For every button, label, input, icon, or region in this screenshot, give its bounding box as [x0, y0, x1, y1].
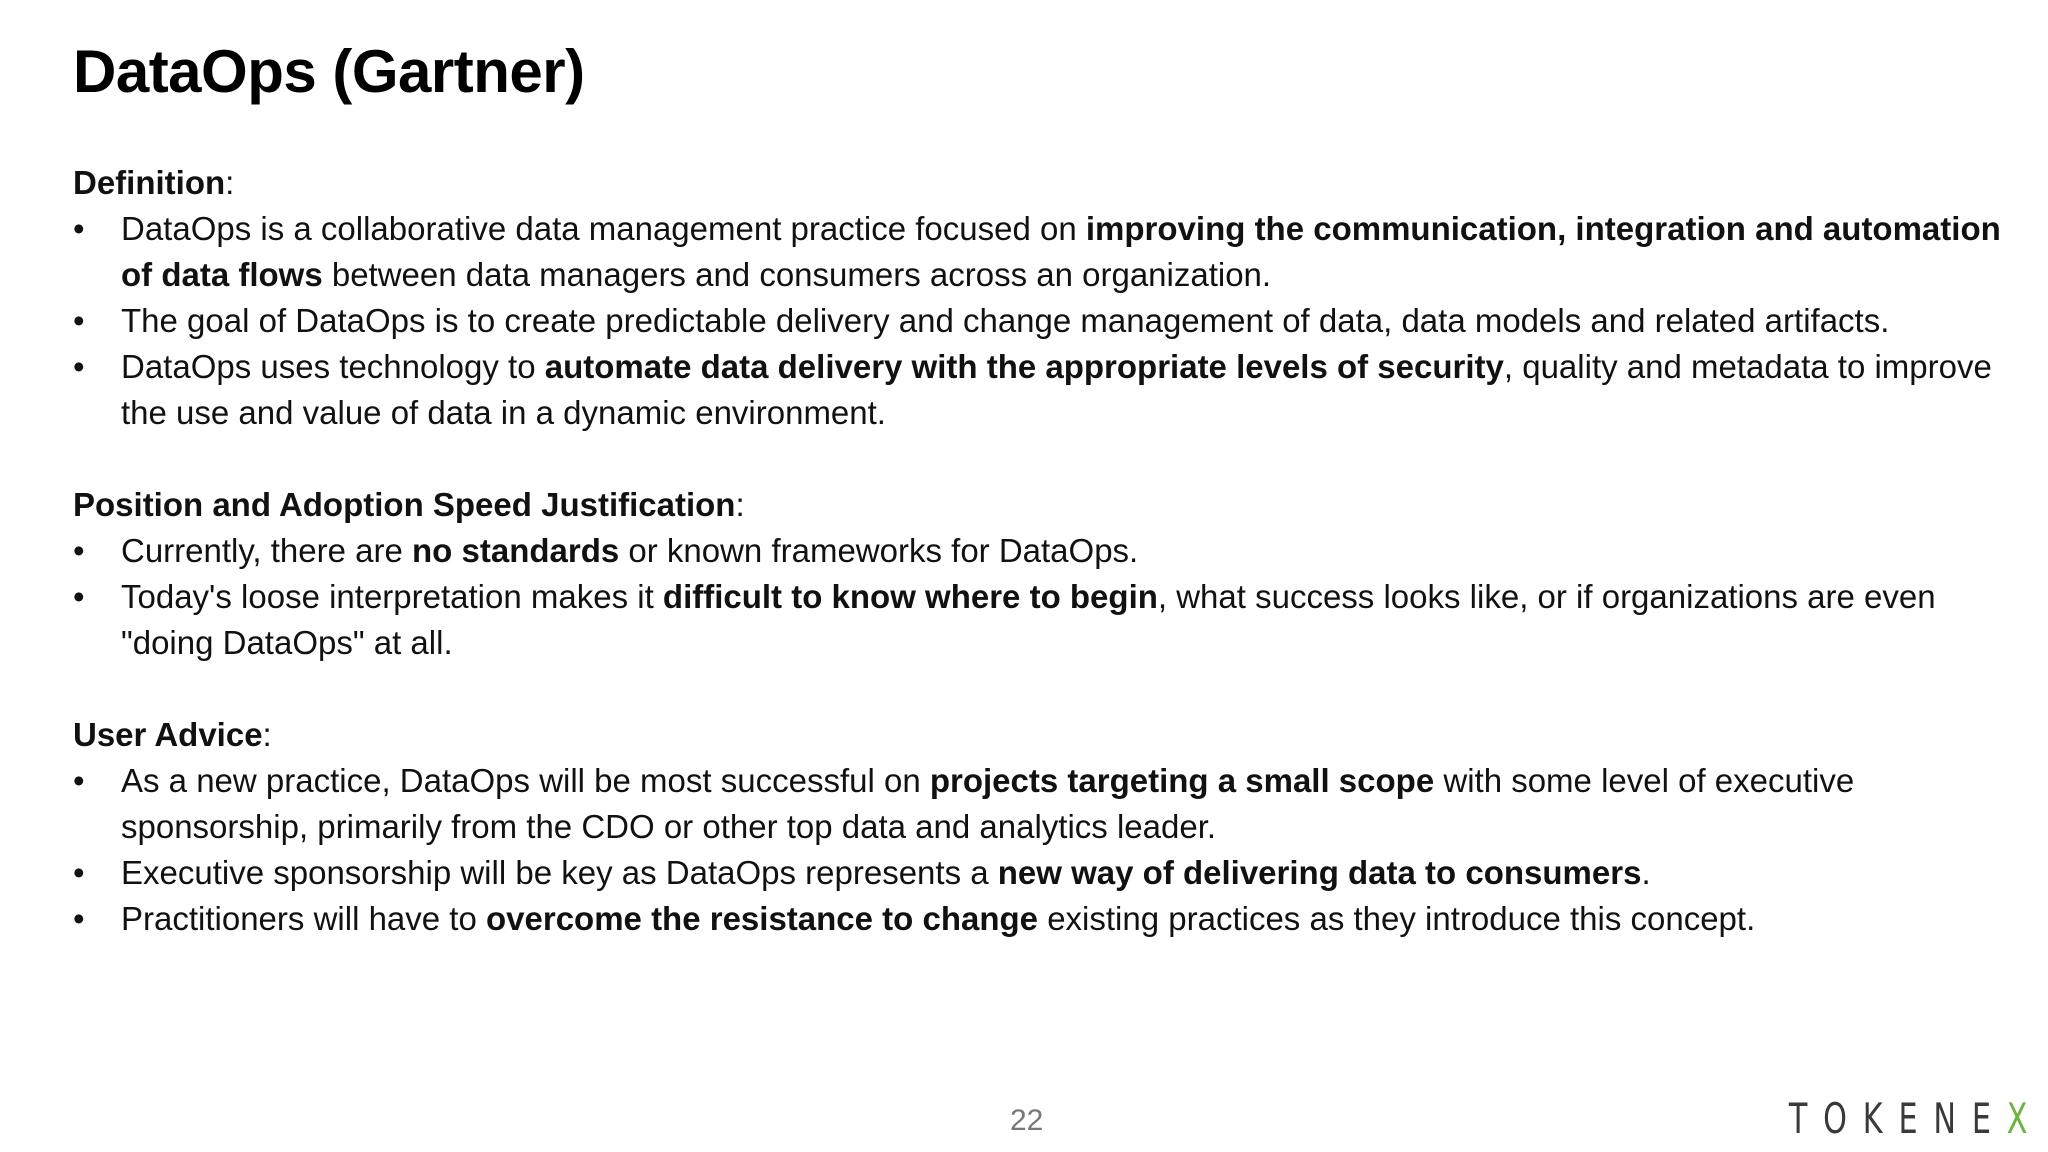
bullet-text: between data managers and consumers across an organization. — [322, 256, 1272, 293]
logo-accent-text: X — [2007, 1094, 2028, 1143]
bullet-text: Executive sponsorship will be key as DataOps represents a — [121, 854, 998, 891]
bullet-text: As a new practice, DataOps will be most successful on — [121, 762, 930, 799]
bullet-emphasis: overcome the resistance to change — [485, 900, 1039, 937]
bullet-text: , what success looks like, or if organizations are even "doing DataOps" at all. — [121, 578, 1936, 661]
section-heading: User Advice: — [73, 716, 272, 753]
definition-section — [73, 160, 2023, 436]
list-item — [73, 896, 2023, 942]
bullet-text: . — [1641, 854, 1651, 891]
page-title: DataOps (Gartner) — [73, 38, 585, 105]
bullet-emphasis: automate data delivery with the appropriate levels of security — [544, 348, 1504, 385]
page-number: 22 — [1010, 1104, 1044, 1137]
section-heading-text: User Advice — [73, 716, 263, 753]
list-item — [73, 298, 2023, 344]
bullet-emphasis: improving the communication, integration and automation of data flows — [121, 210, 2001, 293]
list-item — [73, 850, 2023, 896]
bullet-list — [73, 758, 2023, 942]
position-adoption-section — [73, 482, 2023, 666]
bullet-emphasis: no standards — [412, 532, 620, 569]
list-item — [73, 344, 2023, 436]
section-heading: Definition: — [73, 164, 235, 201]
bullet-text: DataOps is a collaborative data management practice focused on — [121, 210, 1086, 247]
list-item — [73, 528, 2023, 574]
bullet-text: or known frameworks for DataOps. — [619, 532, 1139, 569]
bullet-list — [73, 206, 2023, 436]
bullet-text: Practitioners will have to — [121, 900, 486, 937]
list-item — [73, 574, 2023, 666]
bullet-list — [73, 528, 2023, 666]
bullet-text: Today's loose interpretation makes it — [121, 578, 663, 615]
bullet-text: DataOps uses technology to — [121, 348, 545, 385]
bullet-text: with some level of executive sponsorship, primarily from the CDO or other top data and analytics leader. — [121, 762, 1855, 845]
user-advice-section — [73, 712, 2023, 942]
bullet-emphasis: projects targeting a small scope — [929, 762, 1435, 799]
slide-content — [73, 160, 2023, 988]
logo-main-text: TOKENE — [1789, 1094, 2008, 1143]
bullet-emphasis: new way of delivering data to consumers — [997, 854, 1642, 891]
section-heading-text: Position and Adoption Speed Justification — [73, 486, 736, 523]
section-heading-text: Definition — [73, 164, 226, 201]
tokenex-logo — [1789, 1094, 2028, 1143]
list-item — [73, 758, 2023, 850]
bullet-text: Currently, there are — [121, 532, 413, 569]
bullet-text: , quality and metadata to improve the use and value of data in a dynamic environment. — [121, 348, 1992, 431]
bullet-text: existing practices as they introduce this concept. — [1038, 900, 1756, 937]
section-heading: Position and Adoption Speed Justification: — [73, 486, 745, 523]
bullet-emphasis: difficult to know where to begin — [662, 578, 1158, 615]
list-item — [73, 206, 2023, 298]
bullet-text: The goal of DataOps is to create predictable delivery and change management of data, data models and related artifacts. — [121, 302, 1890, 339]
